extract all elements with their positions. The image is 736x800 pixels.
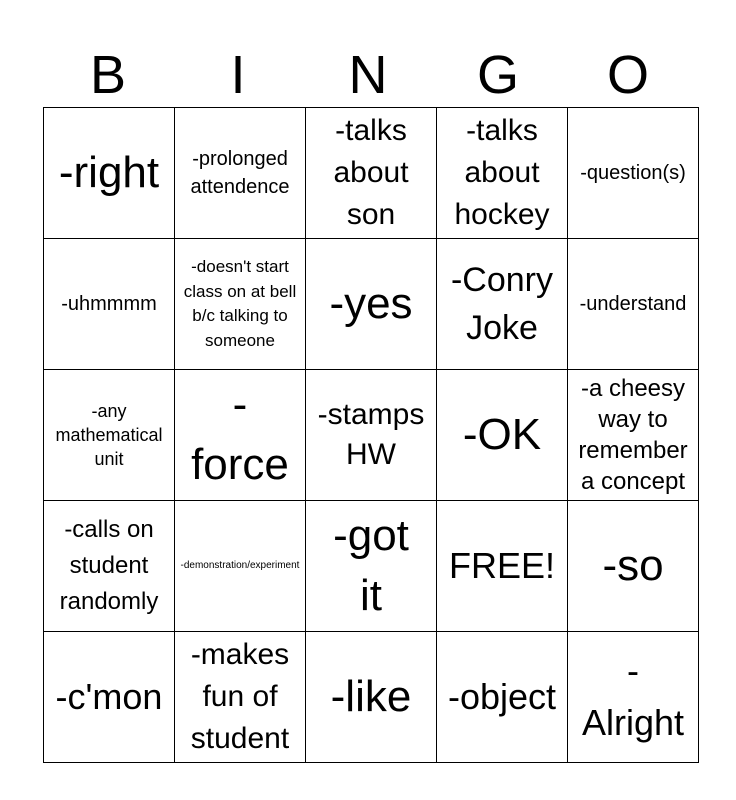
header-letter-n: N	[348, 45, 388, 105]
cell-label: -Alright	[581, 650, 685, 743]
bingo-board	[43, 107, 699, 763]
bingo-cell[interactable]	[437, 632, 568, 763]
bingo-cell[interactable]	[175, 632, 306, 763]
cell-label: -understand	[579, 293, 687, 315]
bingo-cell[interactable]	[44, 239, 175, 370]
bingo-cell[interactable]	[306, 370, 437, 501]
header-letter-o: O	[606, 45, 649, 105]
header-letter-g: G	[476, 45, 519, 105]
bingo-cell[interactable]	[437, 501, 568, 632]
bingo-header	[43, 44, 693, 106]
board-row-2	[44, 239, 699, 370]
bingo-cell[interactable]	[175, 501, 306, 632]
bingo-cell[interactable]	[306, 501, 437, 632]
cell-label: -OK	[462, 410, 542, 459]
bingo-cell[interactable]	[306, 632, 437, 763]
bingo-cell[interactable]	[568, 501, 699, 632]
board-row-4	[44, 501, 699, 632]
cell-label: -like	[330, 672, 412, 721]
cell-label: FREE!	[448, 545, 555, 586]
bingo-cell[interactable]	[568, 108, 699, 239]
bingo-cell[interactable]	[306, 108, 437, 239]
cell-label: -talks about hockey	[454, 114, 550, 231]
cell-label: -uhmmmm	[61, 293, 157, 315]
cell-label: -c'mon	[55, 676, 163, 717]
bingo-cell[interactable]	[44, 370, 175, 501]
cell-label: -so	[602, 541, 664, 590]
bingo-cell[interactable]	[437, 370, 568, 501]
bingo-cell[interactable]	[437, 108, 568, 239]
cell-label: -doesn't start class on at bell b/c talking to someone	[183, 257, 297, 350]
bingo-cell[interactable]	[306, 239, 437, 370]
bingo-cell[interactable]	[175, 239, 306, 370]
cell-label: -got it	[333, 511, 409, 620]
cell-label: -calls on student randomly	[59, 516, 159, 615]
cell-label: -prolonged attendence	[190, 148, 290, 198]
cell-label: -any mathematical unit	[55, 401, 163, 469]
header-letter-b: B	[89, 45, 127, 105]
cell-label: -makes fun of student	[190, 638, 290, 755]
cell-label: -force	[191, 380, 289, 489]
bingo-cell[interactable]	[44, 632, 175, 763]
board-row-3	[44, 370, 699, 501]
cell-label: -Conry Joke	[450, 261, 554, 347]
bingo-cell[interactable]	[44, 501, 175, 632]
bingo-cell[interactable]	[175, 108, 306, 239]
bingo-cell[interactable]	[44, 108, 175, 239]
board-row-5	[44, 632, 699, 763]
cell-label: -stamps HW	[317, 398, 425, 471]
cell-label: -object	[447, 676, 557, 717]
bingo-cell[interactable]	[568, 632, 699, 763]
cell-label: -demonstration/experiment	[180, 560, 300, 571]
bingo-cell[interactable]	[568, 370, 699, 501]
bingo-cell[interactable]	[175, 370, 306, 501]
bingo-cell[interactable]	[437, 239, 568, 370]
header-letter-i: I	[230, 45, 246, 105]
cell-label: -a cheesy way to remember a concept	[578, 375, 688, 495]
cell-label: -talks about son	[333, 114, 409, 231]
cell-label: -yes	[329, 279, 413, 328]
cell-label: -question(s)	[580, 162, 686, 184]
cell-label: -right	[58, 148, 160, 197]
board-row-1	[44, 108, 699, 239]
bingo-cell[interactable]	[568, 239, 699, 370]
